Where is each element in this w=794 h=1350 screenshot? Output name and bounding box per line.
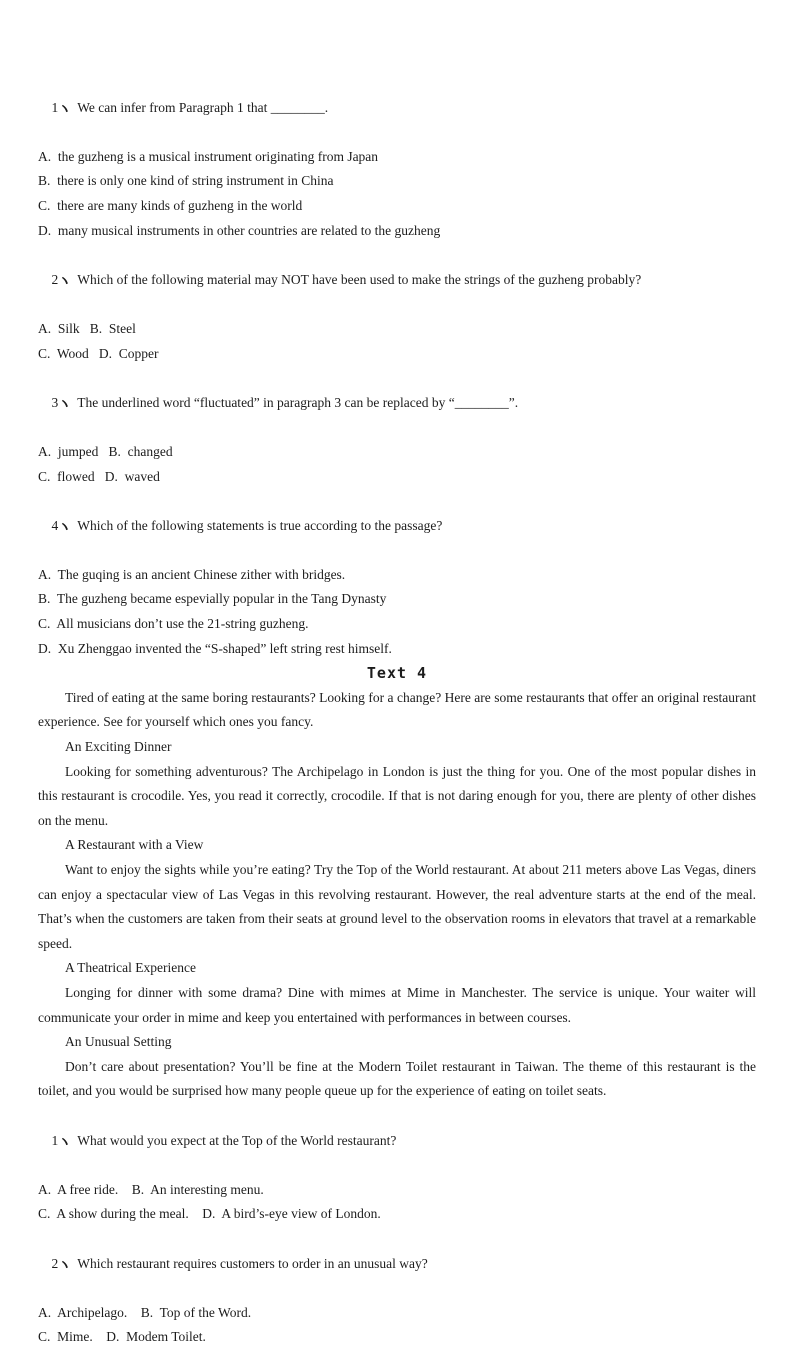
option-line: B. there is only one kind of string instrument in China [38,173,334,189]
option-line: A. The guqing is an ancient Chinese zither with bridges. [38,566,346,582]
ideographic-comma-icon [58,1133,77,1148]
question-stem: Which of the following statements is true according to the passage? [77,517,443,533]
question-1 [38,71,756,145]
option-line: C. flowed D. waved [38,468,160,484]
question-stem: What would you expect at the Top of the World restaurant? [77,1132,397,1148]
section-title-theatrical-experience: A Theatrical Experience [65,960,196,976]
question-stem: The underlined word “fluctuated” in paragraph 3 can be replaced by “________”. [77,394,519,410]
question-number: 2 [51,271,59,287]
section-title-exciting-dinner: An Exciting Dinner [65,739,172,755]
question-number: 2 [51,1255,59,1271]
question-number: 3 [51,394,59,410]
option-line: C. A show during the meal. D. A bird’s-eye view of London. [38,1206,381,1222]
section-title-restaurant-with-view: A Restaurant with a View [65,837,204,853]
option-line: B. The guzheng became espevially popular in the Tang Dynasty [38,591,387,607]
passage-paragraph: Want to enjoy the sights while you’re eating? Try the Top of the World restaurant. At about 211 meters above Las Vegas, diners can enjoy a spectacular view of Las Vegas in this revolving restaurant. However, the real adventure starts at the end of the meal. That’s when the customers are taken from their seats at ground level to the observation rooms in elevators that travel at a remarkable speed. [38,862,756,951]
ideographic-comma-icon [58,1256,77,1271]
option-line: C. Mime. D. Modem Toilet. [38,1329,206,1345]
passage-intro-paragraph: Tired of eating at the same boring restaurants? Looking for a change? Here are some restaurants that offer an original restaurant experience. See for yourself which ones you fancy. [38,689,756,730]
question-4 [38,489,756,563]
question-stem: Which of the following material may NOT have been used to make the strings of the guzheng probably? [77,271,642,287]
text4-question-2 [38,1227,756,1301]
question-number: 4 [51,517,59,533]
section-title-unusual-setting: An Unusual Setting [65,1034,172,1050]
ideographic-comma-icon [58,272,77,287]
option-line: D. Xu Zhenggao invented the “S-shaped” left string rest himself. [38,640,392,656]
question-stem: Which restaurant requires customers to order in an unusual way? [77,1255,428,1271]
question-number: 1 [51,99,59,115]
option-line: C. All musicians don’t use the 21-string guzheng. [38,616,309,632]
passage-paragraph: Looking for something adventurous? The Archipelago in London is just the thing for you. One of the most popular dishes in this restaurant is crocodile. Yes, you read it correctly, crocodile. If that is not daring enough for you, there are plenty of other dishes on the menu. [38,763,756,828]
question-2 [38,243,756,317]
ideographic-comma-icon [58,518,77,533]
option-line: D. many musical instruments in other countries are related to the guzheng [38,222,441,238]
passage-paragraph: Don’t care about presentation? You’ll be fine at the Modern Toilet restaurant in Taiwan. The theme of this restaurant is the toilet, and you would be surprised how many people queue up for the experience of eating on toilet seats. [38,1058,756,1099]
passage-paragraph: Longing for dinner with some drama? Dine with mimes at Mime in Manchester. The service is unique. Your waiter will communicate your order in mime and keep you entertained with performances in between courses. [38,984,756,1025]
text4-heading: Text 4 [366,664,428,683]
question-stem: We can infer from Paragraph 1 that ________. [77,99,329,115]
option-line: A. Silk B. Steel [38,320,136,336]
ideographic-comma-icon [58,395,77,410]
option-line: A. jumped B. changed [38,443,173,459]
text4-question-1 [38,1104,756,1178]
option-line: C. Wood D. Copper [38,345,159,361]
option-line: C. there are many kinds of guzheng in the world [38,197,303,213]
question-number: 1 [51,1132,59,1148]
option-line: A. Archipelago. B. Top of the Word. [38,1304,252,1320]
option-line: A. the guzheng is a musical instrument originating from Japan [38,148,379,164]
option-line: A. A free ride. B. An interesting menu. [38,1181,264,1197]
question-3 [38,366,756,440]
ideographic-comma-icon [58,100,77,115]
